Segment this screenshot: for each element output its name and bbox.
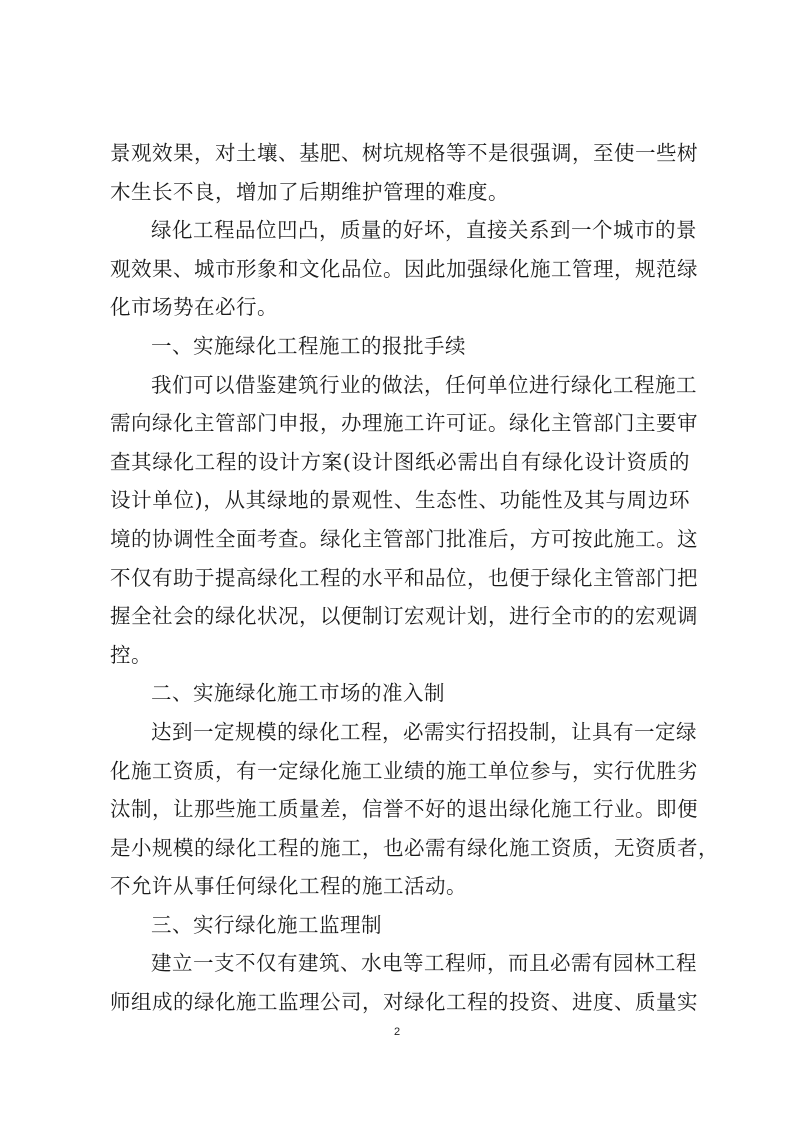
text-line: 查其绿化工程的设计方案(设计图纸必需出自有绿化设计资质的 (110, 449, 690, 474)
text-line: 不仅有助于提高绿化工程的水平和品位，也便于绿化主管部门把 (110, 565, 698, 590)
text-line: 师组成的绿化施工监理公司，对绿化工程的投资、进度、质量实 (110, 990, 698, 1015)
text-line: 需向绿化主管部门申报，办理施工许可证。绿化主管部门主要审 (110, 411, 698, 436)
text-line: 绿化工程品位凹凸，质量的好坏，直接关系到一个城市的景 (151, 218, 697, 243)
text-line: 我们可以借鉴建筑行业的做法，任何单位进行绿化工程施工 (151, 372, 697, 397)
text-line: 木生长不良，增加了后期维护管理的难度。 (110, 179, 509, 204)
text-line: 汰制，让那些施工质量差，信誉不好的退出绿化施工行业。即便 (110, 797, 698, 822)
text-line: 境的协调性全面考查。绿化主管部门批准后，方可按此施工。这 (110, 526, 698, 551)
text-line: 是小规模的绿化工程的施工，也必需有绿化施工资质，无资质者， (110, 835, 719, 860)
text-line: 控。 (110, 642, 152, 667)
text-line: 景观效果，对土壤、基肥、树坑规格等不是很强调，至使一些树 (110, 141, 698, 165)
text-line: 化施工资质，有一定绿化施工业绩的施工单位参与，实行优胜劣 (110, 758, 698, 783)
text-line: 建立一支不仅有建筑、水电等工程师，而且必需有园林工程 (151, 951, 697, 976)
text-line: 不允许从事任何绿化工程的施工活动。 (110, 874, 467, 899)
page-number: 2 (393, 1026, 401, 1038)
text-line: 化市场势在必行。 (110, 295, 278, 320)
text-line: 三、实行绿化施工监理制 (151, 912, 382, 937)
text-line: 二、实施绿化施工市场的准入制 (151, 681, 445, 706)
text-line: 设计单位)，从其绿地的景观性、生态性、功能性及其与周边环 (110, 488, 690, 513)
text-line: 握全社会的绿化状况，以便制订宏观计划，进行全市的的宏观调 (110, 604, 698, 629)
text-line: 一、实施绿化工程施工的报批手续 (151, 333, 466, 358)
document-body (110, 134, 719, 1022)
text-line: 达到一定规模的绿化工程，必需实行招投制，让具有一定绿 (151, 719, 697, 744)
text-line: 观效果、城市形象和文化品位。因此加强绿化施工管理，规范绿 (110, 256, 698, 281)
